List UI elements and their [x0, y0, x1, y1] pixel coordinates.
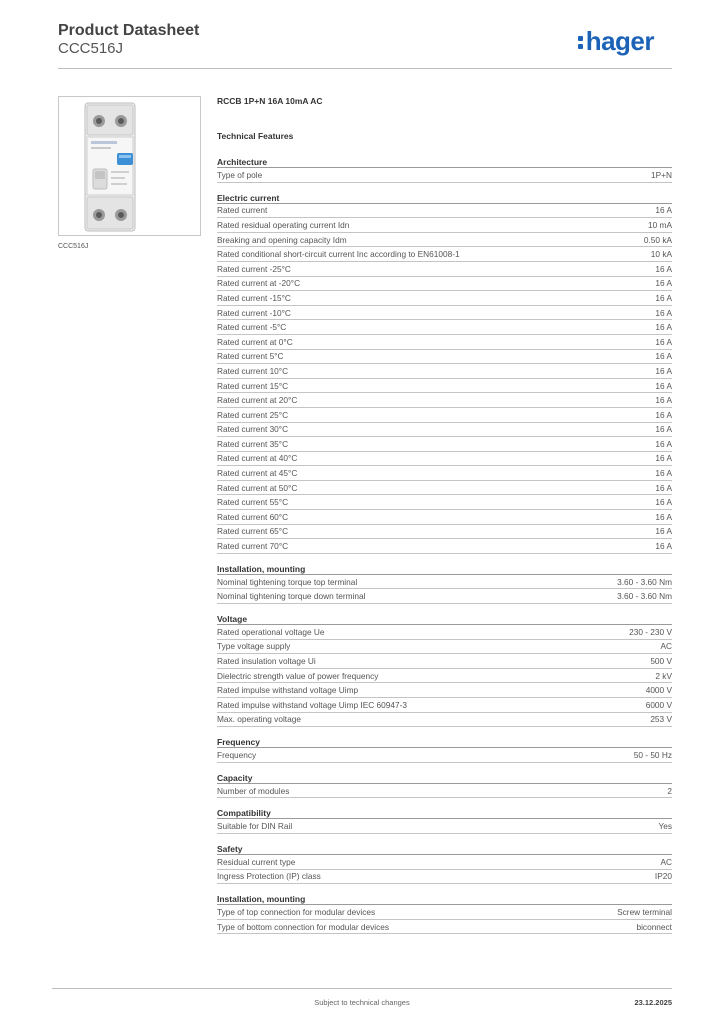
- spec-row: [217, 408, 672, 423]
- spec-label: Rated operational voltage Ue: [217, 626, 325, 637]
- footer-divider: [52, 988, 672, 989]
- spec-row: [217, 920, 672, 935]
- spec-row: [217, 291, 672, 306]
- footer-note: Subject to technical changes: [314, 998, 410, 1007]
- spec-value: 16 A: [655, 511, 672, 522]
- spec-row: [217, 335, 672, 350]
- spec-label: Rated current 10°C: [217, 365, 289, 376]
- spec-label: Suitable for DIN Rail: [217, 821, 293, 832]
- spec-label: Rated current at 0°C: [217, 336, 293, 347]
- spec-value: Screw terminal: [617, 906, 672, 917]
- spec-row: [217, 698, 672, 713]
- spec-value: 50 - 50 Hz: [633, 749, 672, 760]
- spec-label: Rated current at 40°C: [217, 453, 298, 464]
- product-image: [58, 96, 201, 236]
- section-title: Capacity: [217, 772, 672, 784]
- spec-row: [217, 525, 672, 540]
- spec-row: [217, 683, 672, 698]
- product-name: RCCB 1P+N 16A 10mA AC: [217, 96, 323, 106]
- spec-label: Residual current type: [217, 856, 296, 867]
- section-title: Installation, mounting: [217, 563, 672, 575]
- spec-value: 16 A: [655, 482, 672, 493]
- spec-value: 16 A: [655, 278, 672, 289]
- spec-label: Rated current at -20°C: [217, 278, 301, 289]
- spec-row: [217, 784, 672, 799]
- spec-row: [217, 277, 672, 292]
- spec-section: [217, 893, 672, 934]
- spec-label: Ingress Protection (IP) class: [217, 871, 321, 882]
- spec-label: Rated residual operating current Idn: [217, 219, 350, 230]
- spec-value: 0.50 kA: [643, 234, 672, 245]
- spec-row: [217, 589, 672, 604]
- spec-row: [217, 748, 672, 763]
- spec-label: Rated current -25°C: [217, 263, 291, 274]
- spec-value: biconnect: [636, 921, 672, 932]
- spec-label: Dielectric strength value of power frequency: [217, 670, 379, 681]
- spec-row: [217, 855, 672, 870]
- spec-row: [217, 393, 672, 408]
- spec-label: Rated current 15°C: [217, 380, 289, 391]
- spec-section: [217, 772, 672, 799]
- spec-row: [217, 510, 672, 525]
- product-code: CCC516J: [58, 40, 124, 57]
- spec-value: 16 A: [655, 395, 672, 406]
- spec-label: Max. operating voltage: [217, 714, 301, 725]
- spec-row: [217, 669, 672, 684]
- spec-row: [217, 233, 672, 248]
- spec-label: Rated current 25°C: [217, 409, 289, 420]
- spec-label: Rated conditional short-circuit current Inc according to EN61008-1: [217, 249, 460, 260]
- brand-name: hager: [585, 26, 654, 56]
- spec-value: 16 A: [655, 526, 672, 537]
- section-title: Architecture: [217, 156, 672, 168]
- section-title: Voltage: [217, 613, 672, 625]
- spec-label: Rated impulse withstand voltage Uimp IEC 60947-3: [217, 699, 408, 710]
- spec-label: Rated insulation voltage Ui: [217, 656, 316, 667]
- spec-value: 16 A: [655, 409, 672, 420]
- spec-value: 16 A: [655, 263, 672, 274]
- footer-date: 23.12.2025: [634, 998, 672, 1007]
- spec-section: [217, 613, 672, 727]
- spec-row: [217, 262, 672, 277]
- page-header: [58, 22, 672, 70]
- spec-section: [217, 843, 672, 884]
- spec-row: [217, 819, 672, 834]
- spec-value: 16 A: [655, 541, 672, 552]
- section-title: Safety: [217, 843, 672, 855]
- spec-value: 1P+N: [651, 169, 672, 180]
- spec-section: [217, 736, 672, 763]
- spec-value: 500 V: [650, 656, 672, 667]
- spec-row: [217, 437, 672, 452]
- spec-value: 6000 V: [645, 699, 672, 710]
- spec-value: 10 kA: [650, 249, 672, 260]
- spec-value: 16 A: [655, 468, 672, 479]
- spec-label: Rated current 70°C: [217, 541, 289, 552]
- spec-row: [217, 452, 672, 467]
- spec-label: Type voltage supply: [217, 641, 291, 652]
- spec-label: Rated current -10°C: [217, 307, 291, 318]
- logo-dots-icon: [578, 26, 584, 52]
- section-title: Installation, mounting: [217, 893, 672, 905]
- section-title: Electric current: [217, 192, 672, 204]
- feature-sections: [217, 156, 672, 934]
- spec-label: Nominal tightening torque top terminal: [217, 576, 358, 587]
- spec-value: 16 A: [655, 365, 672, 376]
- spec-row: [217, 539, 672, 554]
- spec-value: IP20: [654, 871, 672, 882]
- spec-label: Rated current at 20°C: [217, 395, 298, 406]
- spec-row: [217, 320, 672, 335]
- spec-label: Rated current 55°C: [217, 497, 289, 508]
- spec-section: [217, 192, 672, 554]
- spec-row: [217, 379, 672, 394]
- spec-row: [217, 364, 672, 379]
- features-heading: Technical Features: [217, 131, 294, 141]
- spec-section: [217, 807, 672, 834]
- spec-row: [217, 654, 672, 669]
- spec-label: Breaking and opening capacity Idm: [217, 234, 347, 245]
- section-title: Frequency: [217, 736, 672, 748]
- spec-value: 16 A: [655, 438, 672, 449]
- spec-label: Rated current at 50°C: [217, 482, 298, 493]
- spec-label: Rated current 35°C: [217, 438, 289, 449]
- spec-value: 2: [667, 785, 672, 796]
- spec-row: [217, 495, 672, 510]
- spec-value: AC: [660, 641, 672, 652]
- spec-label: Frequency: [217, 749, 257, 760]
- spec-label: Rated current -5°C: [217, 322, 287, 333]
- spec-label: Rated current at 45°C: [217, 468, 298, 479]
- spec-label: Rated impulse withstand voltage Uimp: [217, 685, 359, 696]
- spec-label: Rated current: [217, 205, 268, 216]
- header-divider: [58, 68, 672, 69]
- spec-label: Type of pole: [217, 169, 263, 180]
- spec-value: 230 - 230 V: [629, 626, 672, 637]
- spec-row: [217, 640, 672, 655]
- spec-row: [217, 247, 672, 262]
- spec-row: [217, 423, 672, 438]
- spec-row: [217, 905, 672, 920]
- spec-label: Rated current 5°C: [217, 351, 284, 362]
- spec-value: AC: [660, 856, 672, 867]
- spec-value: 253 V: [650, 714, 672, 725]
- spec-value: 16 A: [655, 424, 672, 435]
- spec-value: 16 A: [655, 380, 672, 391]
- spec-value: 16 A: [655, 205, 672, 216]
- spec-value: 3.60 - 3.60 Nm: [617, 591, 672, 602]
- rccb-device-icon: [59, 97, 200, 235]
- spec-row: [217, 481, 672, 496]
- image-caption: CCC516J: [58, 243, 89, 250]
- spec-label: Rated current -15°C: [217, 292, 291, 303]
- spec-row: [217, 168, 672, 183]
- spec-value: 16 A: [655, 351, 672, 362]
- spec-value: 3.60 - 3.60 Nm: [617, 576, 672, 587]
- spec-label: Nominal tightening torque down terminal: [217, 591, 366, 602]
- spec-value: 16 A: [655, 336, 672, 347]
- spec-row: [217, 870, 672, 885]
- document-title: Product Datasheet: [58, 22, 200, 39]
- spec-label: Type of bottom connection for modular devices: [217, 921, 390, 932]
- spec-row: [217, 218, 672, 233]
- spec-row: [217, 713, 672, 728]
- spec-row: [217, 350, 672, 365]
- datasheet-content: [217, 96, 672, 934]
- section-title: Compatibility: [217, 807, 672, 819]
- spec-row: [217, 204, 672, 219]
- spec-value: 16 A: [655, 497, 672, 508]
- brand-logo: [578, 26, 654, 57]
- spec-value: 10 mA: [648, 219, 672, 230]
- spec-row: [217, 625, 672, 640]
- spec-value: 16 A: [655, 453, 672, 464]
- spec-section: [217, 156, 672, 183]
- spec-value: Yes: [658, 821, 672, 832]
- spec-row: [217, 466, 672, 481]
- spec-label: Type of top connection for modular devices: [217, 906, 376, 917]
- spec-value: 4000 V: [645, 685, 672, 696]
- spec-value: 16 A: [655, 307, 672, 318]
- spec-label: Number of modules: [217, 785, 290, 796]
- spec-value: 16 A: [655, 322, 672, 333]
- spec-value: 2 kV: [655, 670, 672, 681]
- spec-label: Rated current 65°C: [217, 526, 289, 537]
- spec-row: [217, 575, 672, 590]
- spec-label: Rated current 60°C: [217, 511, 289, 522]
- spec-section: [217, 563, 672, 604]
- spec-label: Rated current 30°C: [217, 424, 289, 435]
- spec-value: 16 A: [655, 292, 672, 303]
- spec-row: [217, 306, 672, 321]
